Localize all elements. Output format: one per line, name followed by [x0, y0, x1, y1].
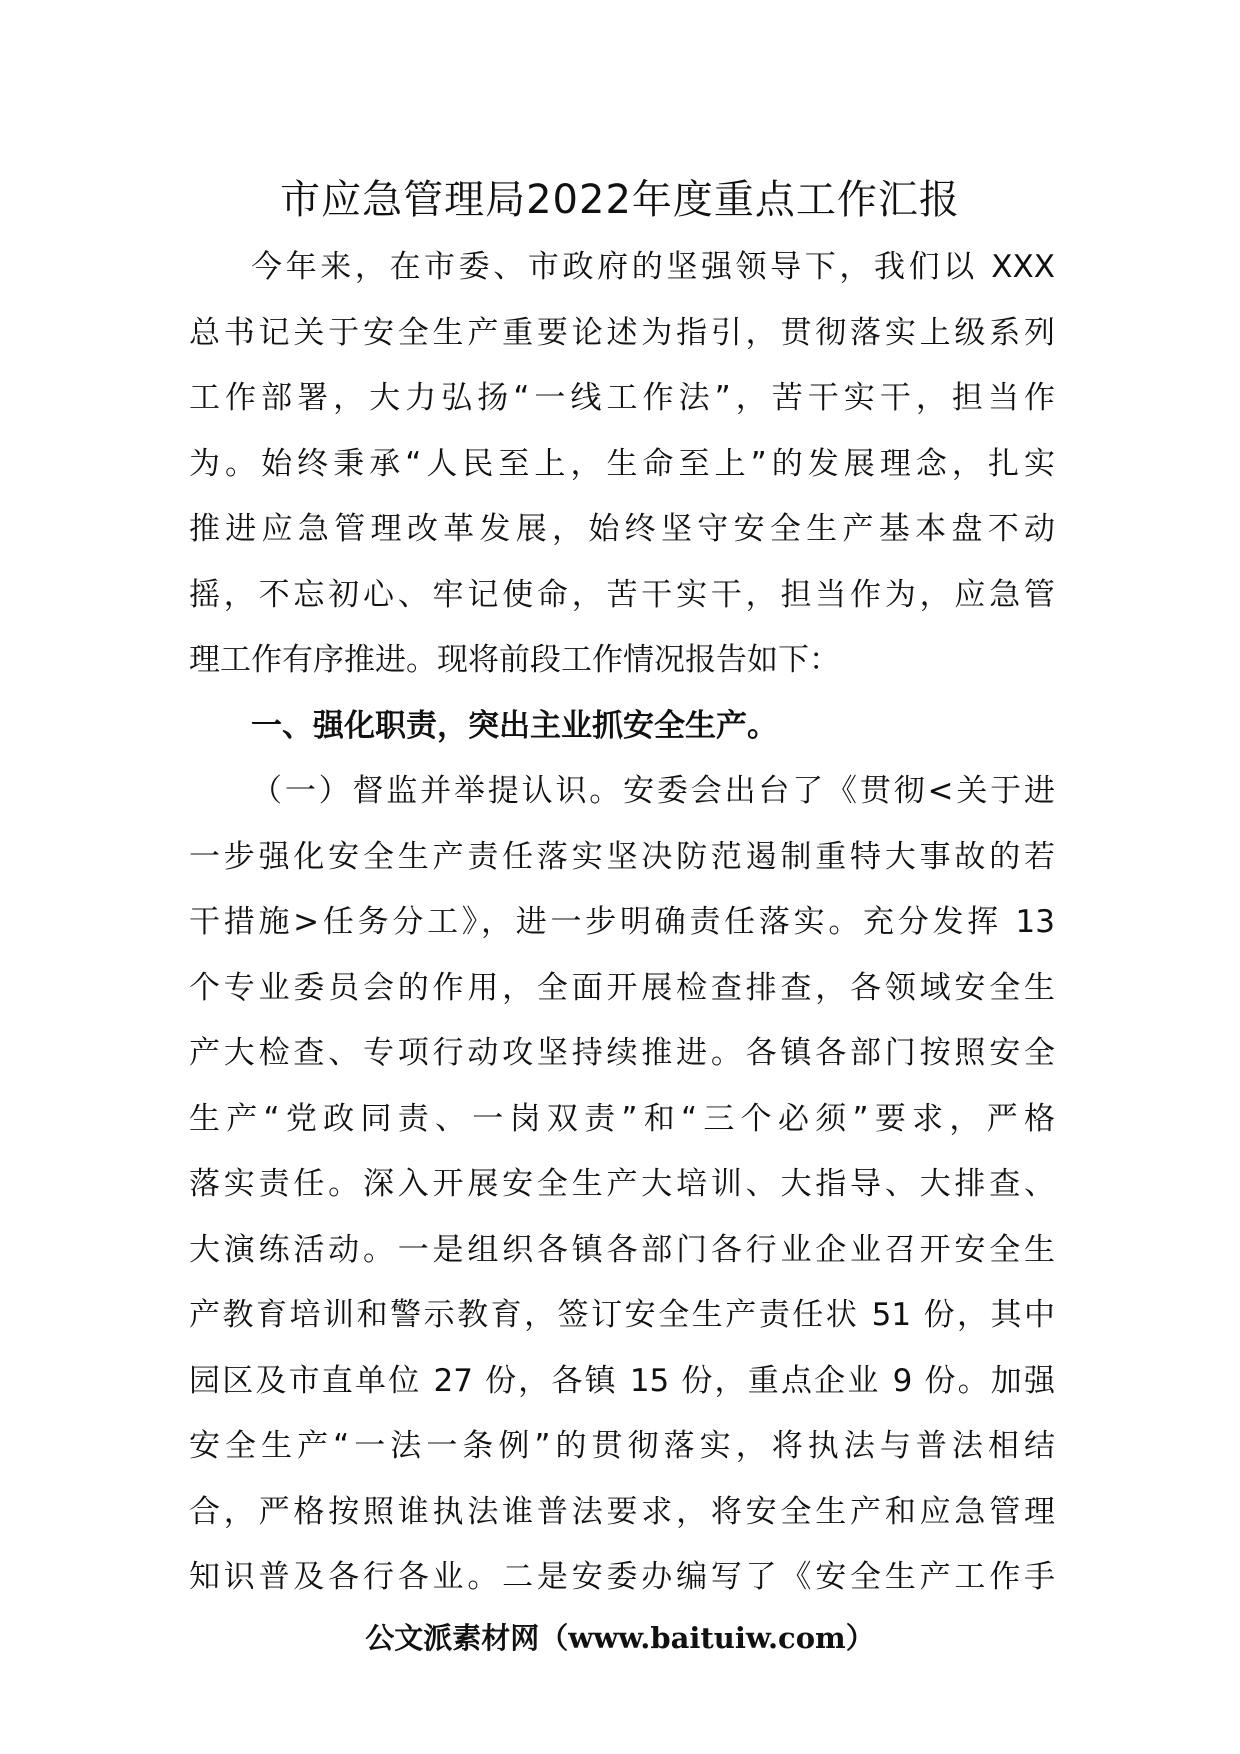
paragraph-line: 合，严格按照谁执法谁普法要求，将安全生产和应急管理: [189, 1493, 1055, 1530]
paragraph-line: 生产“党政同责、一岗双责”和“三个必须”要求，严格: [189, 1100, 1055, 1137]
paragraph-line: 今年来，在市委、市政府的坚强领导下，我们以 XXX: [251, 249, 1055, 285]
document-body: [189, 235, 1055, 1611]
document-title: 市应急管理局2022年度重点工作汇报: [280, 177, 960, 223]
paragraph-line: 摇，不忘初心、牢记使命，苦干实干，担当作为，应急管: [189, 576, 1055, 613]
footer-watermark: 公文派素材网（www.baituiw.com）: [365, 1621, 875, 1655]
paragraph-line: 产大检查、专项行动攻坚持续推进。各镇各部门按照安全: [189, 1035, 1055, 1071]
paragraph-line: 知识普及各行各业。二是安委办编写了《安全生产工作手: [189, 1559, 1055, 1595]
paragraph-line: 理工作有序推进。现将前段工作情况报告如下：: [189, 642, 840, 678]
paragraph-line: 为。始终秉承“人民至上，生命至上”的发展理念，扎实: [189, 445, 1055, 482]
paragraph-line: 大演练活动。一是组织各镇各部门各行业企业召开安全生: [189, 1231, 1055, 1268]
paragraph-line: 总书记关于安全生产重要论述为指引，贯彻落实上级系列: [189, 314, 1055, 351]
paragraph-line: 园区及市直单位 27 份，各镇 15 份，重点企业 9 份。加强: [189, 1362, 1055, 1399]
paragraph-line: 安全生产“一法一条例”的贯彻落实，将执法与普法相结: [189, 1428, 1055, 1464]
paragraph-line: 推进应急管理改革发展，始终坚守安全生产基本盘不动: [189, 511, 1055, 547]
paragraph-line: 个专业委员会的作用，全面开展检查排查，各领域安全生: [189, 969, 1055, 1006]
paragraph-line: 一步强化安全生产责任落实坚决防范遏制重特大事故的若: [189, 838, 1055, 875]
paragraph-line: 干措施>任务分工》，进一步明确责任落实。充分发挥 13: [189, 904, 1055, 940]
paragraph-line: 落实责任。深入开展安全生产大培训、大指导、大排查、: [189, 1166, 1055, 1202]
paragraph-line: （一）督监并举提认识。安委会出台了《贯彻<关于进: [251, 773, 1055, 809]
paragraph-line: 产教育培训和警示教育，签订安全生产责任状 51 份，其中: [189, 1297, 1055, 1333]
section-heading: 一、强化职责，突出主业抓安全生产。: [251, 707, 778, 744]
paragraph-line: 工作部署，大力弘扬“一线工作法”，苦干实干，担当作: [189, 380, 1055, 416]
